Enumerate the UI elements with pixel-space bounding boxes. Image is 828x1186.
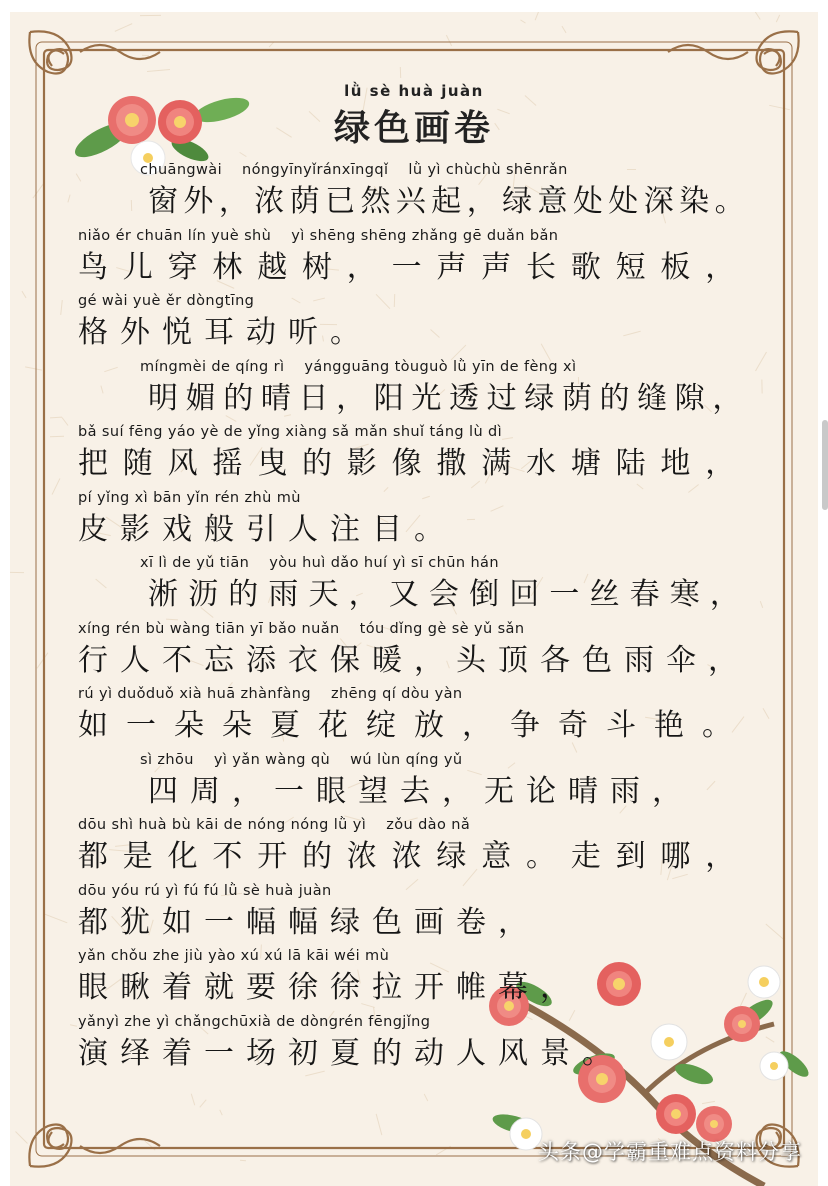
paper-background xyxy=(10,12,818,1186)
paper-fleck xyxy=(240,1160,246,1161)
paper-fleck xyxy=(535,12,540,20)
hanzi-row: 鸟儿穿林越树，一声声长歌短板， xyxy=(78,249,750,285)
paper-fleck xyxy=(144,1140,155,1150)
pinyin-row: yǎn chǒu zhe jiù yào xú xú lā kāi wéi mù xyxy=(78,948,390,964)
paper-fleck xyxy=(147,69,170,72)
hanzi-row: 皮影戏般引人注目。 xyxy=(78,511,456,547)
hanzi-row: 明媚的晴日，阳光透过绿荫的缝隙， xyxy=(148,380,750,416)
title: 绿色画卷 xyxy=(333,107,494,149)
paper-fleck xyxy=(191,1094,195,1106)
paper-fleck xyxy=(562,26,567,33)
paper-fleck xyxy=(776,15,780,23)
pinyin-row: chuāngwài nóngyīnyǐránxīngqǐ lǜ yì chùchù shēnrǎn xyxy=(140,162,568,178)
paper-fleck xyxy=(424,1094,429,1102)
hanzi-row: 都是化不开的浓浓绿意。走到哪， xyxy=(78,839,750,874)
hanzi-row: 行人不忘添衣保暖，头顶各色雨伞， xyxy=(78,642,750,678)
pinyin-row: niǎo ér chuān lín yuè shù yì shēng shēng zhǎng gē duǎn bǎn xyxy=(78,227,559,244)
paper-fleck xyxy=(95,579,106,589)
hanzi-row: 演绎着一场初夏的动人风景。 xyxy=(78,1035,624,1071)
paper-fleck xyxy=(10,572,24,573)
pinyin-row: bǎ suí fēng yáo yè de yǐng xiàng sǎ mǎn shuǐ táng lù dì xyxy=(78,424,503,440)
title-pinyin: lǜ sè huà juàn xyxy=(344,82,484,100)
hanzi-row: 如一朵朵夏花绽放，争奇斗艳。 xyxy=(78,708,750,743)
pinyin-row: gé wài yuè ěr dòngtīng xyxy=(78,293,255,309)
paper-fleck xyxy=(22,291,27,298)
pinyin-row: dōu shì huà bù kāi de nóng nóng lǜ yì zǒu dào nǎ xyxy=(78,817,471,833)
title-block xyxy=(10,82,818,151)
hanzi-row: 四周，一眼望去，无论晴雨， xyxy=(148,773,694,809)
hanzi-row: 把随风摇曳的影像撒满水塘陆地， xyxy=(78,446,750,481)
paper-fleck xyxy=(70,1024,77,1026)
pinyin-row: sì zhōu yì yǎn wàng qù wú lùn qíng yǔ xyxy=(140,751,463,768)
pinyin-row: yǎnyì zhe yì chǎngchūxià de dòngrén fēngjǐng xyxy=(78,1013,431,1030)
paper-fleck xyxy=(15,1131,28,1144)
paper-fleck xyxy=(436,1146,451,1156)
hanzi-row: 淅沥的雨天，又会倒回一丝春寒， xyxy=(148,577,750,612)
paper-fleck xyxy=(753,12,760,20)
paper-fleck xyxy=(400,67,401,78)
paper-fleck xyxy=(446,35,452,46)
paper-fleck xyxy=(269,42,275,48)
paper-fleck xyxy=(219,1110,222,1116)
paper-fleck xyxy=(52,478,61,495)
paper-fleck xyxy=(520,19,526,23)
paper-fleck xyxy=(33,183,45,199)
paper-fleck xyxy=(50,436,64,437)
hanzi-row: 窗外，浓荫已然兴起，绿意处处深染。 xyxy=(148,184,750,219)
paper-fleck xyxy=(104,367,118,372)
hanzi-row: 格外悦耳动听。 xyxy=(78,315,372,350)
hanzi-row: 都犹如一幅幅绿色画卷， xyxy=(78,904,540,940)
paper-fleck xyxy=(100,386,103,394)
paper-fleck xyxy=(115,23,133,32)
paper-fleck xyxy=(142,55,149,56)
paper-fleck xyxy=(50,417,62,419)
paper-fleck xyxy=(37,652,49,668)
watermark: 头条@学霸重难点资料分享 xyxy=(538,1140,802,1164)
pinyin-row: míngmèi de qíng rì yángguāng tòuguò lǜ yīn de fèng xì xyxy=(140,358,577,375)
paper-fleck xyxy=(67,195,70,203)
pinyin-row: dōu yóu rú yì fú fú lǜ sè huà juàn xyxy=(78,882,332,899)
pinyin-row: xíng rén bù wàng tiān yī bǎo nuǎn tóu dǐng gè sè yǔ sǎn xyxy=(78,620,525,637)
paper-fleck xyxy=(45,914,68,924)
paper-fleck xyxy=(199,1099,206,1107)
paper-fleck xyxy=(25,366,42,370)
paper-fleck xyxy=(62,417,69,426)
paper-fleck xyxy=(140,15,161,16)
paper-fleck xyxy=(376,1114,383,1136)
paper-fleck xyxy=(131,200,132,211)
hanzi-row: 眼瞅着就要徐徐拉开帷幕， xyxy=(78,970,582,1005)
pinyin-row: xī lì de yǔ tiān yòu huì dǎo huí yì sī chūn hán xyxy=(140,555,499,571)
pinyin-row: pí yǐng xì bān yǐn rén zhù mù xyxy=(78,489,301,506)
paper-fleck xyxy=(60,300,63,315)
pinyin-row: rú yì duǒduǒ xià huā zhànfàng zhēng qí dòu yàn xyxy=(78,686,463,702)
scrollbar[interactable] xyxy=(822,420,828,510)
